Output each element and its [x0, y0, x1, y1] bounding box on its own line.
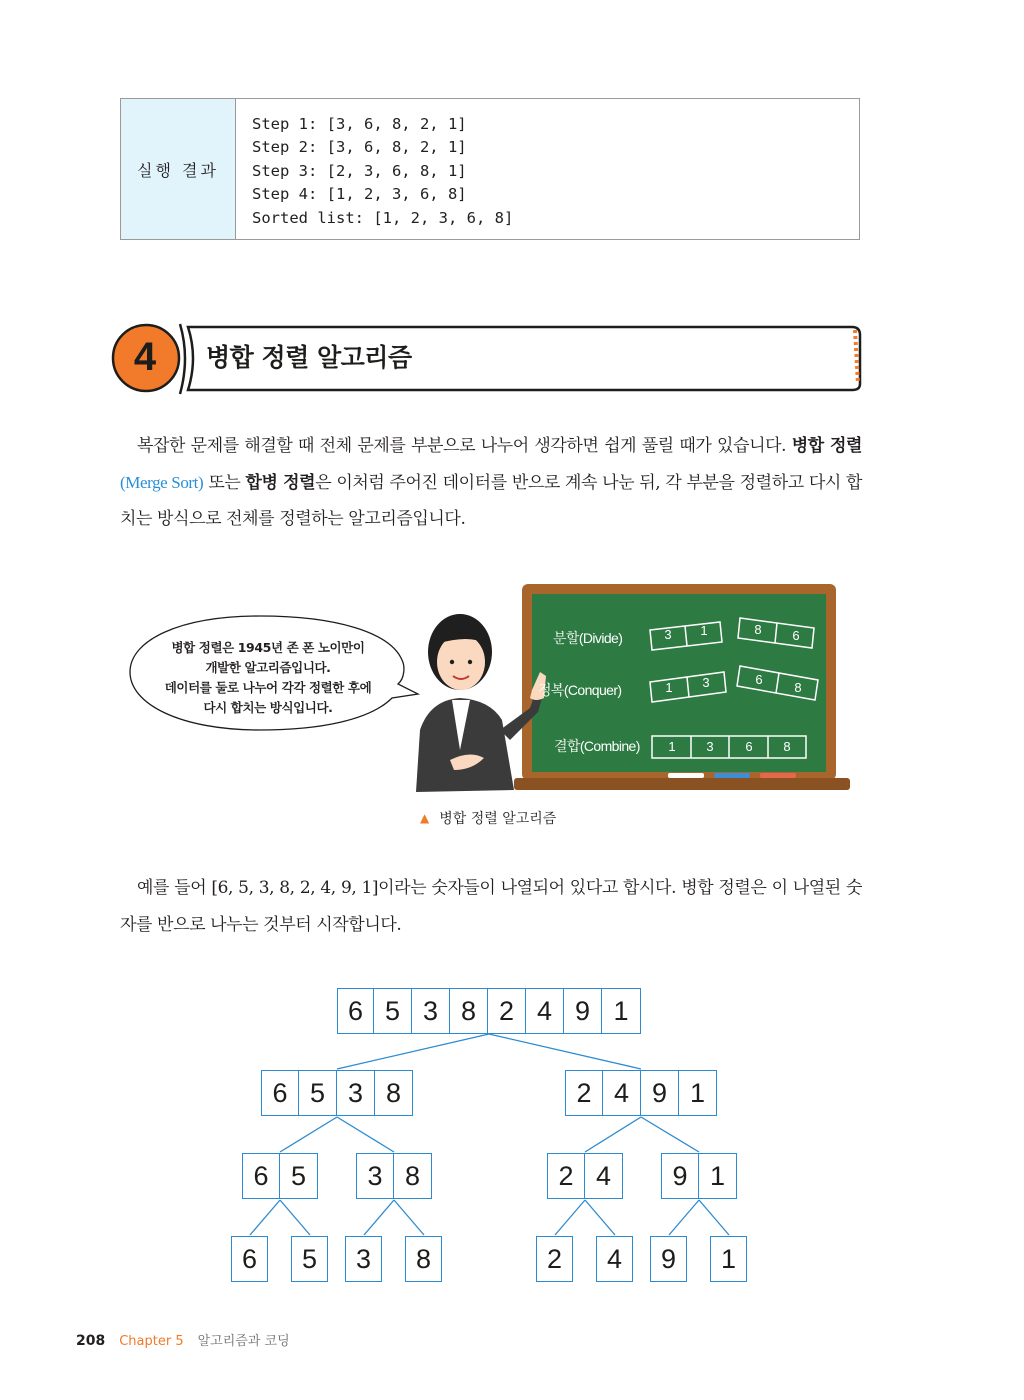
triangle-icon: ▲ [420, 811, 430, 825]
result-table [120, 98, 860, 240]
result-line: Step 3: [2, 3, 6, 8, 1] [252, 161, 467, 180]
board-number: 8 [754, 622, 762, 637]
result-label: 실행 결과 [121, 99, 236, 239]
board-number: 1 [668, 739, 676, 754]
chapter-label: Chapter 5 [119, 1334, 184, 1349]
board-number: 6 [792, 628, 800, 643]
tree-cell: 9 [661, 1153, 699, 1199]
section-title: 병합 정렬 알고리즘 [206, 343, 412, 372]
merge-sort-illustration [120, 580, 860, 805]
board-number: 3 [664, 627, 672, 642]
term-merge-sort: 병합 정렬 [791, 436, 862, 456]
tree-cell: 2 [547, 1153, 585, 1199]
term-hapbyeong-sort: 합병 정렬 [245, 472, 316, 493]
board-number: 1 [700, 623, 708, 638]
tree-cell: 8 [405, 1236, 442, 1282]
bubble-line: 데이터를 둘로 나누어 각각 정렬한 후에 [164, 680, 372, 695]
tree-cell: 4 [526, 988, 564, 1034]
board-number: 8 [783, 739, 791, 754]
tree-cell: 9 [650, 1236, 687, 1282]
tree-cell: 1 [710, 1236, 747, 1282]
board-number: 3 [706, 739, 714, 754]
intro-line: 복잡한 문제를 해결할 때 전체 문제를 부분으로 나누어 생각하면 쉽게 풀릴 때가 있습니다. [137, 436, 787, 456]
tree-cell: 4 [596, 1236, 633, 1282]
tree-cell: 5 [291, 1236, 328, 1282]
speech-bubble-text [138, 638, 398, 718]
result-line: Step 4: [1, 2, 3, 6, 8] [252, 185, 467, 204]
connector-text: 또는 [203, 472, 246, 493]
figure-caption [420, 808, 556, 828]
page-footer [76, 1330, 290, 1349]
tree-cell: 3 [337, 1070, 375, 1116]
tree-cell: 2 [565, 1070, 603, 1116]
tree-cell: 6 [261, 1070, 299, 1116]
board-label-divide: 분할(Divide) [553, 630, 623, 646]
bubble-line: 개발한 알고리즘입니다. [205, 660, 331, 675]
tree-cell: 8 [450, 988, 488, 1034]
tree-cell: 5 [280, 1153, 318, 1199]
tree-cell: 9 [564, 988, 602, 1034]
tree-cell: 2 [536, 1236, 573, 1282]
board-label-conquer: 정복(Conquer) [538, 682, 622, 698]
result-line: Step 1: [3, 6, 8, 2, 1] [252, 115, 467, 133]
chalk-blue [714, 773, 750, 778]
tree-cell: 1 [699, 1153, 737, 1199]
chapter-title: 알고리즘과 코딩 [197, 1334, 290, 1349]
tree-cell: 3 [345, 1236, 382, 1282]
tree-cell: 8 [394, 1153, 432, 1199]
board-number: 1 [665, 680, 673, 695]
bubble-line: 병합 정렬은 1945년 존 폰 노이만이 [171, 640, 365, 655]
result-line: Sorted list: [1, 2, 3, 6, 8] [252, 208, 514, 227]
result-line: Step 2: [3, 6, 8, 2, 1] [252, 138, 467, 157]
chalk-tray [514, 778, 850, 790]
tree-cell: 2 [488, 988, 526, 1034]
tree-cell: 6 [337, 988, 374, 1034]
board-number: 6 [745, 739, 753, 754]
chalk-white [668, 773, 704, 778]
tree-cell: 6 [242, 1153, 280, 1199]
example-paragraph: 예를 들어 [6, 5, 3, 8, 2, 4, 9, 1]이라는 숫자들이 나열되어 있다고 합시다. 병합 정렬은 이 나열된 숫자를 반으로 나누는 것부터 시작합니다. [120, 878, 862, 935]
section-header [110, 318, 865, 398]
intro-rest: 은 이처럼 주어진 데이터를 반으로 계속 나눈 뒤, 각 부분을 정렬하고 다시 합치는 방식으로 전체를 정렬하는 알고리즘입니다. [120, 472, 862, 529]
tree-cell: 4 [603, 1070, 641, 1116]
tree-cell: 8 [375, 1070, 413, 1116]
tree-cell: 3 [356, 1153, 394, 1199]
tree-cell: 5 [299, 1070, 337, 1116]
page-number: 208 [76, 1333, 106, 1349]
intro-paragraph [120, 428, 862, 538]
chalk-red [760, 773, 796, 778]
board-number: 6 [755, 672, 763, 687]
caption-text: 병합 정렬 알고리즘 [439, 811, 557, 827]
board-number: 8 [794, 680, 802, 695]
tree-cell: 6 [231, 1236, 268, 1282]
tree-cell: 9 [641, 1070, 679, 1116]
tree-cell: 1 [679, 1070, 717, 1116]
tree-cell: 1 [602, 988, 641, 1034]
result-output [236, 99, 859, 239]
bubble-line: 다시 합치는 방식입니다. [203, 700, 333, 715]
term-merge-sort-english: (Merge Sort) [120, 472, 204, 492]
tree-cell: 4 [585, 1153, 623, 1199]
board-number: 3 [702, 675, 710, 690]
board-label-combine: 결합(Combine) [554, 738, 640, 754]
section-number: 4 [133, 334, 157, 379]
tree-cell: 5 [374, 988, 412, 1034]
tree-cell: 3 [412, 988, 450, 1034]
